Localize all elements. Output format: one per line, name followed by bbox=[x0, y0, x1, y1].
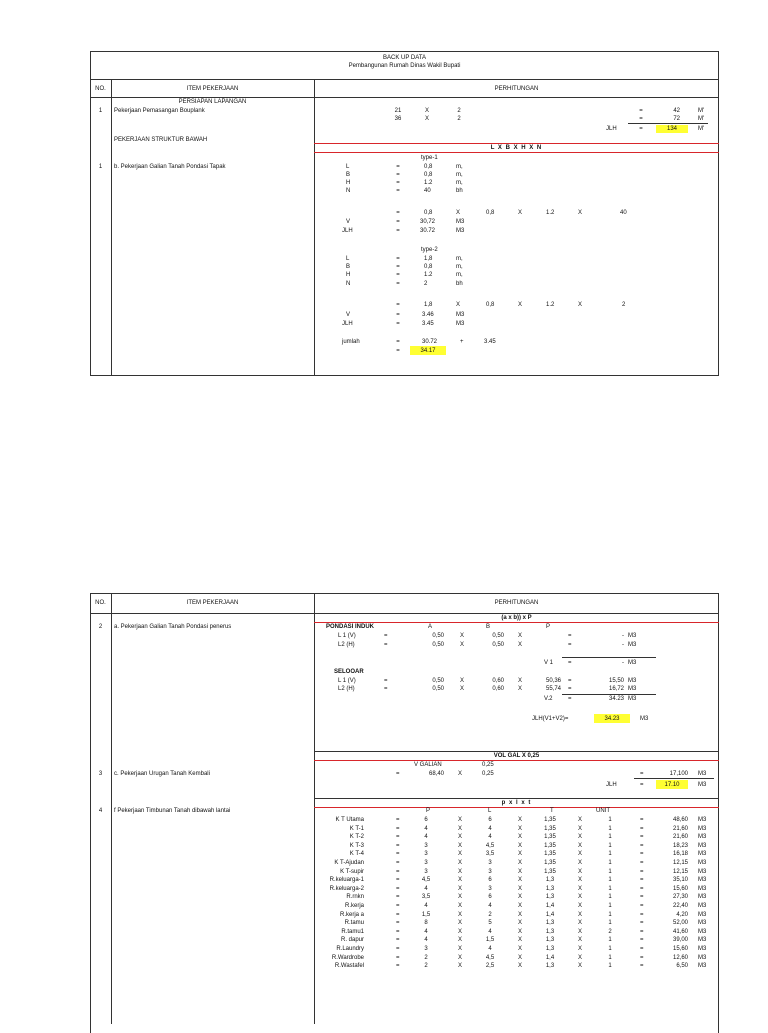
t1-section-struktur: PEKERJAAN STRUKTUR BAWAH bbox=[114, 137, 208, 143]
room-cell: 21,60 bbox=[672, 834, 688, 841]
room-cell: X bbox=[518, 834, 523, 841]
room-cell: M3 bbox=[698, 911, 707, 918]
room-cell: 4,5 bbox=[485, 954, 495, 961]
room-cell: = bbox=[640, 920, 644, 927]
t1-header-no: NO. bbox=[95, 86, 106, 92]
room-cell: X bbox=[458, 920, 463, 927]
room-cell: X bbox=[458, 937, 463, 944]
room-cell: 6,50 bbox=[676, 963, 688, 970]
room-cell: X bbox=[458, 842, 463, 849]
t1-row1-no: 1 bbox=[98, 108, 103, 114]
room-cell: 1,35 bbox=[544, 851, 556, 858]
room-cell: 3 bbox=[424, 860, 428, 866]
room-cell: X bbox=[458, 877, 463, 884]
room-cell: 52,00 bbox=[672, 920, 688, 927]
room-cell: 1,3 bbox=[545, 928, 555, 935]
room-cell: X bbox=[458, 817, 463, 823]
room-cell: X bbox=[458, 885, 463, 892]
t2-col-header-l: L bbox=[488, 808, 492, 814]
room-cell: 1,35 bbox=[544, 825, 556, 832]
room-cell: = bbox=[396, 954, 400, 961]
room-cell: 6 bbox=[424, 817, 428, 823]
t2-formula-1-line bbox=[314, 622, 719, 623]
room-name: R.Wardrobe bbox=[331, 954, 364, 961]
t2-formula-2-line bbox=[314, 760, 719, 761]
room-cell: X bbox=[578, 868, 583, 875]
room-cell: = bbox=[396, 877, 400, 884]
room-cell: X bbox=[578, 963, 583, 970]
room-name: K T-1 bbox=[349, 825, 364, 832]
t2-col-divider-1 bbox=[111, 593, 112, 1024]
room-name: K T-3 bbox=[349, 842, 364, 849]
t1-bouplank-total: 134 bbox=[666, 126, 677, 132]
t2-col-a: A bbox=[428, 624, 433, 630]
room-cell: 4,5 bbox=[485, 842, 495, 849]
room-cell: X bbox=[578, 817, 583, 823]
room-cell: X bbox=[458, 868, 463, 875]
room-cell: 1,35 bbox=[544, 842, 556, 849]
t2-row1-no: 2 bbox=[98, 624, 103, 630]
room-cell: M3 bbox=[698, 877, 707, 884]
room-cell: X bbox=[518, 894, 523, 901]
room-cell: 1,3 bbox=[545, 946, 555, 952]
room-name: R.tamu1 bbox=[341, 928, 364, 935]
t2-col-header-unit: UNIT bbox=[596, 808, 610, 814]
room-cell: 4 bbox=[424, 885, 428, 892]
room-cell: = bbox=[640, 825, 644, 832]
room-cell: = bbox=[396, 911, 400, 918]
room-cell: 1,3 bbox=[545, 963, 555, 970]
t2-col-b: B bbox=[486, 624, 491, 630]
room-cell: 1 bbox=[608, 903, 612, 909]
room-cell: X bbox=[578, 834, 583, 841]
room-cell: = bbox=[640, 963, 644, 970]
room-cell: 1 bbox=[608, 817, 612, 823]
t2-col-header-t: T bbox=[550, 808, 554, 814]
room-cell: 1,35 bbox=[544, 834, 556, 841]
room-name: K T Utama bbox=[335, 817, 364, 823]
room-name: R.tamu bbox=[344, 920, 364, 927]
room-cell: 18,23 bbox=[672, 842, 688, 849]
room-cell: M3 bbox=[698, 842, 707, 849]
room-cell: 1,3 bbox=[545, 937, 555, 944]
room-cell: X bbox=[578, 860, 583, 866]
room-cell: 1 bbox=[608, 954, 612, 961]
room-name: R.rnkn bbox=[346, 894, 364, 901]
room-cell: = bbox=[396, 894, 400, 901]
room-cell: X bbox=[458, 894, 463, 901]
room-cell: 4 bbox=[488, 946, 492, 952]
t2-v2-line bbox=[562, 694, 656, 695]
room-cell: 12,60 bbox=[672, 954, 688, 961]
room-cell: = bbox=[396, 963, 400, 970]
room-name: K T-2 bbox=[349, 834, 364, 841]
t2-urugan-total: 17.10 bbox=[664, 782, 680, 788]
t1-section-persiapan: PERSIAPAN LAPANGAN bbox=[178, 99, 247, 105]
room-cell: 15,60 bbox=[672, 946, 688, 952]
t1-col-divider-2 bbox=[314, 79, 315, 376]
room-cell: 4 bbox=[488, 928, 492, 935]
room-cell: 1 bbox=[608, 842, 612, 849]
room-cell: 6 bbox=[488, 894, 492, 901]
room-cell: 4 bbox=[488, 903, 492, 909]
room-name: R.keluarga-1 bbox=[329, 877, 364, 884]
room-cell: 1 bbox=[608, 885, 612, 892]
t1-formula-top-line bbox=[314, 143, 719, 144]
room-cell: 1,3 bbox=[545, 894, 555, 901]
room-cell: 5 bbox=[488, 920, 492, 927]
t1-bouplank-sum-line bbox=[628, 123, 708, 124]
t1-title: BACK UP DATA bbox=[382, 55, 426, 61]
room-cell: = bbox=[640, 885, 644, 892]
room-cell: 1 bbox=[608, 946, 612, 952]
room-cell: 3 bbox=[424, 868, 428, 875]
room-cell: X bbox=[578, 928, 583, 935]
room-cell: 1 bbox=[608, 920, 612, 927]
room-cell: = bbox=[640, 817, 644, 823]
room-cell: = bbox=[396, 860, 400, 866]
room-cell: = bbox=[396, 946, 400, 952]
room-cell: M3 bbox=[698, 946, 707, 952]
room-cell: 1,3 bbox=[545, 877, 555, 884]
room-cell: 4 bbox=[488, 825, 492, 832]
room-cell: 4,20 bbox=[676, 911, 688, 918]
t1-col-divider-1 bbox=[111, 79, 112, 376]
room-cell: X bbox=[518, 868, 523, 875]
room-cell: M3 bbox=[698, 834, 707, 841]
t1-header-divider bbox=[90, 97, 719, 98]
t2-jlh-unit: M3 bbox=[640, 716, 649, 722]
room-name: K T-Ajudan bbox=[334, 860, 364, 866]
room-cell: M3 bbox=[698, 903, 707, 909]
room-cell: X bbox=[518, 928, 523, 935]
room-cell: 48,60 bbox=[672, 817, 688, 823]
t1-formula: L X B X H X N bbox=[490, 145, 543, 151]
room-cell: X bbox=[458, 825, 463, 832]
room-cell: 1,5 bbox=[421, 911, 431, 918]
room-cell: = bbox=[640, 834, 644, 841]
room-cell: 1,3 bbox=[545, 885, 555, 892]
t2-formula-3-line bbox=[314, 807, 719, 808]
room-cell: X bbox=[518, 920, 523, 927]
room-cell: X bbox=[578, 825, 583, 832]
room-name: R.Wastafel bbox=[334, 963, 364, 970]
t2-formula-3: p x l x t bbox=[501, 800, 532, 806]
room-cell: 1 bbox=[608, 877, 612, 884]
room-cell: X bbox=[518, 946, 523, 952]
room-cell: X bbox=[518, 937, 523, 944]
room-cell: 1 bbox=[608, 963, 612, 970]
t2-urugan-jlh-label: JLH bbox=[606, 782, 617, 788]
room-cell: M3 bbox=[698, 937, 707, 944]
t2-jlh-value: 34.23 bbox=[604, 716, 620, 722]
room-cell: 12,15 bbox=[672, 868, 688, 875]
room-cell: = bbox=[396, 903, 400, 909]
room-cell: = bbox=[396, 920, 400, 927]
room-cell: 1,5 bbox=[485, 937, 495, 944]
t1-formula-bottom-line bbox=[314, 152, 719, 153]
room-cell: = bbox=[640, 851, 644, 858]
t2-sloof-label: SELOOAR bbox=[334, 669, 364, 675]
room-cell: X bbox=[458, 946, 463, 952]
t2-vgalian-factor: 0,25 bbox=[482, 762, 494, 768]
room-cell: M3 bbox=[698, 817, 707, 823]
t1-header-calc: PERHITUNGAN bbox=[494, 86, 539, 92]
room-cell: 15,60 bbox=[672, 885, 688, 892]
room-cell: = bbox=[640, 911, 644, 918]
room-name: R. dapur bbox=[340, 937, 364, 944]
room-cell: 1 bbox=[608, 868, 612, 875]
room-cell: 3 bbox=[488, 868, 492, 875]
room-cell: = bbox=[396, 851, 400, 858]
t2-row2-item: c. Pekerjaan Urugan Tanah Kembali bbox=[114, 771, 210, 777]
room-cell: 1 bbox=[608, 911, 612, 918]
room-cell: X bbox=[578, 842, 583, 849]
room-cell: 27,30 bbox=[672, 894, 688, 901]
room-cell: = bbox=[396, 928, 400, 935]
room-cell: = bbox=[640, 903, 644, 909]
room-cell: 1 bbox=[608, 937, 612, 944]
t2-header-calc: PERHITUNGAN bbox=[494, 600, 539, 606]
room-cell: X bbox=[518, 903, 523, 909]
t1-type-1-label: type-1 bbox=[421, 155, 438, 161]
t1-row2-no: 1 bbox=[98, 164, 103, 170]
room-cell: M3 bbox=[698, 851, 707, 858]
room-cell: 4 bbox=[488, 834, 492, 841]
room-cell: X bbox=[458, 954, 463, 961]
room-cell: 2 bbox=[608, 928, 612, 935]
room-cell: X bbox=[458, 860, 463, 866]
room-cell: = bbox=[396, 937, 400, 944]
t2-jlh-label: JLH(V1+V2)= bbox=[532, 716, 569, 722]
room-name: K T-4 bbox=[349, 851, 364, 858]
room-cell: 1,4 bbox=[545, 954, 555, 961]
room-cell: 8 bbox=[424, 920, 428, 927]
room-name: R.kerja bbox=[344, 903, 364, 909]
room-cell: = bbox=[640, 937, 644, 944]
t2-row3-item: f Pekerjaan Timbunan Tanah dibawah lantai bbox=[114, 808, 231, 814]
t1-subtitle: Pembangunan Rumah Dinas Wakil Bupati bbox=[348, 63, 461, 69]
room-name: R.keluarga-2 bbox=[329, 885, 364, 892]
room-cell: X bbox=[518, 954, 523, 961]
room-cell: = bbox=[640, 894, 644, 901]
room-cell: 12,15 bbox=[672, 860, 688, 866]
t2-v1-line bbox=[562, 657, 656, 658]
t1-bouplank-jlh-label: JLH bbox=[606, 126, 617, 132]
room-name: R.kerja a bbox=[339, 911, 364, 918]
room-cell: X bbox=[578, 851, 583, 858]
room-cell: 1,4 bbox=[545, 911, 555, 918]
room-cell: 22,40 bbox=[672, 903, 688, 909]
room-cell: X bbox=[518, 842, 523, 849]
room-cell: = bbox=[640, 842, 644, 849]
room-cell: 1 bbox=[608, 851, 612, 858]
room-cell: X bbox=[518, 817, 523, 823]
room-cell: 1,35 bbox=[544, 860, 556, 866]
room-cell: 1 bbox=[608, 825, 612, 832]
t2-header-divider bbox=[90, 613, 719, 614]
room-name: R.Laundry bbox=[336, 946, 364, 952]
t2-header-item: ITEM PEKERJAAN bbox=[186, 600, 239, 606]
room-cell: X bbox=[578, 920, 583, 927]
room-cell: 21,60 bbox=[672, 825, 688, 832]
room-cell: 1 bbox=[608, 834, 612, 841]
t1-grand-total: 34.17 bbox=[420, 348, 436, 354]
room-cell: 1,35 bbox=[544, 868, 556, 875]
room-cell: 2 bbox=[488, 911, 492, 918]
room-cell: 3 bbox=[488, 885, 492, 892]
room-cell: 3 bbox=[488, 860, 492, 866]
room-cell: M3 bbox=[698, 894, 707, 901]
room-cell: X bbox=[518, 911, 523, 918]
room-cell: = bbox=[396, 817, 400, 823]
room-cell: = bbox=[640, 868, 644, 875]
room-cell: 16,18 bbox=[672, 851, 688, 858]
room-cell: X bbox=[458, 963, 463, 970]
room-cell: 3 bbox=[424, 851, 428, 858]
room-cell: 6 bbox=[488, 817, 492, 823]
room-cell: = bbox=[640, 928, 644, 935]
t2-formula-2: VOL GAL X 0,25 bbox=[493, 753, 540, 759]
t2-row1-item: a. Pekerjaan Galian Tanah Pondasi penerus bbox=[114, 624, 232, 630]
room-cell: X bbox=[578, 885, 583, 892]
room-cell: = bbox=[640, 860, 644, 866]
room-cell: 35,10 bbox=[672, 877, 688, 884]
room-cell: X bbox=[578, 877, 583, 884]
t1-row1-item: Pekerjaan Pemasangan Bouplank bbox=[114, 108, 205, 114]
room-cell: 1,35 bbox=[544, 817, 556, 823]
t1-type-2-label: type-2 bbox=[421, 247, 438, 253]
t2-col-p: P bbox=[546, 624, 551, 630]
room-cell: M3 bbox=[698, 920, 707, 927]
room-cell: X bbox=[518, 877, 523, 884]
room-cell: 3 bbox=[424, 842, 428, 849]
t2-urugan-jlh-eq: = bbox=[640, 782, 644, 788]
room-cell: 4 bbox=[424, 903, 428, 909]
room-cell: 1 bbox=[608, 860, 612, 866]
room-cell: X bbox=[518, 963, 523, 970]
room-cell: 4 bbox=[424, 928, 428, 935]
t2-formula-1: (a x b)) x P bbox=[501, 615, 532, 621]
room-cell: M3 bbox=[698, 963, 707, 970]
room-cell: X bbox=[518, 825, 523, 832]
t2-row2-no: 3 bbox=[98, 771, 103, 777]
room-cell: 4 bbox=[424, 825, 428, 832]
room-cell: X bbox=[578, 894, 583, 901]
room-cell: X bbox=[518, 885, 523, 892]
room-name: K T-supir bbox=[340, 868, 364, 875]
room-cell: X bbox=[518, 860, 523, 866]
room-cell: X bbox=[458, 928, 463, 935]
t2-vgalian-label: V GALIAN bbox=[414, 762, 442, 768]
room-cell: 39,00 bbox=[672, 937, 688, 944]
room-cell: M3 bbox=[698, 825, 707, 832]
t1-row2-item: b. Pekerjaan Galian Tanah Pondasi Tapak bbox=[114, 164, 226, 170]
t1-bouplank-jlh-eq: = bbox=[639, 126, 643, 132]
t1-bouplank-jlh-unit: M' bbox=[698, 126, 705, 132]
room-cell: = bbox=[640, 954, 644, 961]
t2-col-header-p: P bbox=[426, 808, 431, 814]
room-cell: = bbox=[396, 868, 400, 875]
room-cell: 4 bbox=[424, 834, 428, 841]
room-cell: 2 bbox=[424, 963, 428, 970]
room-cell: M3 bbox=[698, 860, 707, 866]
t2-urugan-sum-line bbox=[634, 778, 714, 779]
room-cell: = bbox=[396, 834, 400, 841]
room-cell: M3 bbox=[698, 885, 707, 892]
t1-grand-total-eq: = bbox=[396, 348, 400, 354]
room-cell: X bbox=[578, 954, 583, 961]
room-cell: 3,5 bbox=[485, 851, 495, 858]
t2-urugan-unit: M3 bbox=[698, 782, 707, 788]
room-cell: X bbox=[578, 937, 583, 944]
room-cell: 6 bbox=[488, 877, 492, 884]
room-cell: = bbox=[396, 885, 400, 892]
room-cell: = bbox=[396, 825, 400, 832]
t2-formula-2-top-line bbox=[314, 751, 719, 752]
room-cell: = bbox=[640, 946, 644, 952]
room-cell: 4,5 bbox=[421, 877, 431, 884]
room-cell: 3 bbox=[424, 946, 428, 952]
t2-formula-3-top-line bbox=[314, 798, 719, 799]
room-cell: M3 bbox=[698, 954, 707, 961]
room-cell: 2,5 bbox=[485, 963, 495, 970]
t1-title-divider bbox=[90, 79, 719, 80]
t2-pondasi-induk-label: PONDASI INDUK bbox=[326, 624, 375, 630]
room-cell: X bbox=[578, 911, 583, 918]
room-cell: X bbox=[518, 851, 523, 858]
room-cell: X bbox=[458, 851, 463, 858]
room-cell: M3 bbox=[698, 928, 707, 935]
room-cell: 2 bbox=[424, 954, 428, 961]
t2-header-no: NO. bbox=[95, 600, 106, 606]
t2-row3-no: 4 bbox=[98, 808, 103, 814]
room-cell: X bbox=[458, 834, 463, 841]
room-cell: X bbox=[458, 903, 463, 909]
room-cell: 1,3 bbox=[545, 920, 555, 927]
room-cell: X bbox=[578, 903, 583, 909]
room-cell: X bbox=[578, 946, 583, 952]
room-cell: 1,4 bbox=[545, 903, 555, 909]
room-cell: 4 bbox=[424, 937, 428, 944]
room-cell: = bbox=[640, 877, 644, 884]
room-cell: 1 bbox=[608, 894, 612, 901]
room-cell: = bbox=[396, 842, 400, 849]
room-cell: M3 bbox=[698, 868, 707, 875]
room-cell: 41,60 bbox=[672, 928, 688, 935]
t1-header-item: ITEM PEKERJAAN bbox=[186, 86, 239, 92]
room-cell: X bbox=[458, 911, 463, 918]
room-cell: 3,5 bbox=[421, 894, 431, 901]
